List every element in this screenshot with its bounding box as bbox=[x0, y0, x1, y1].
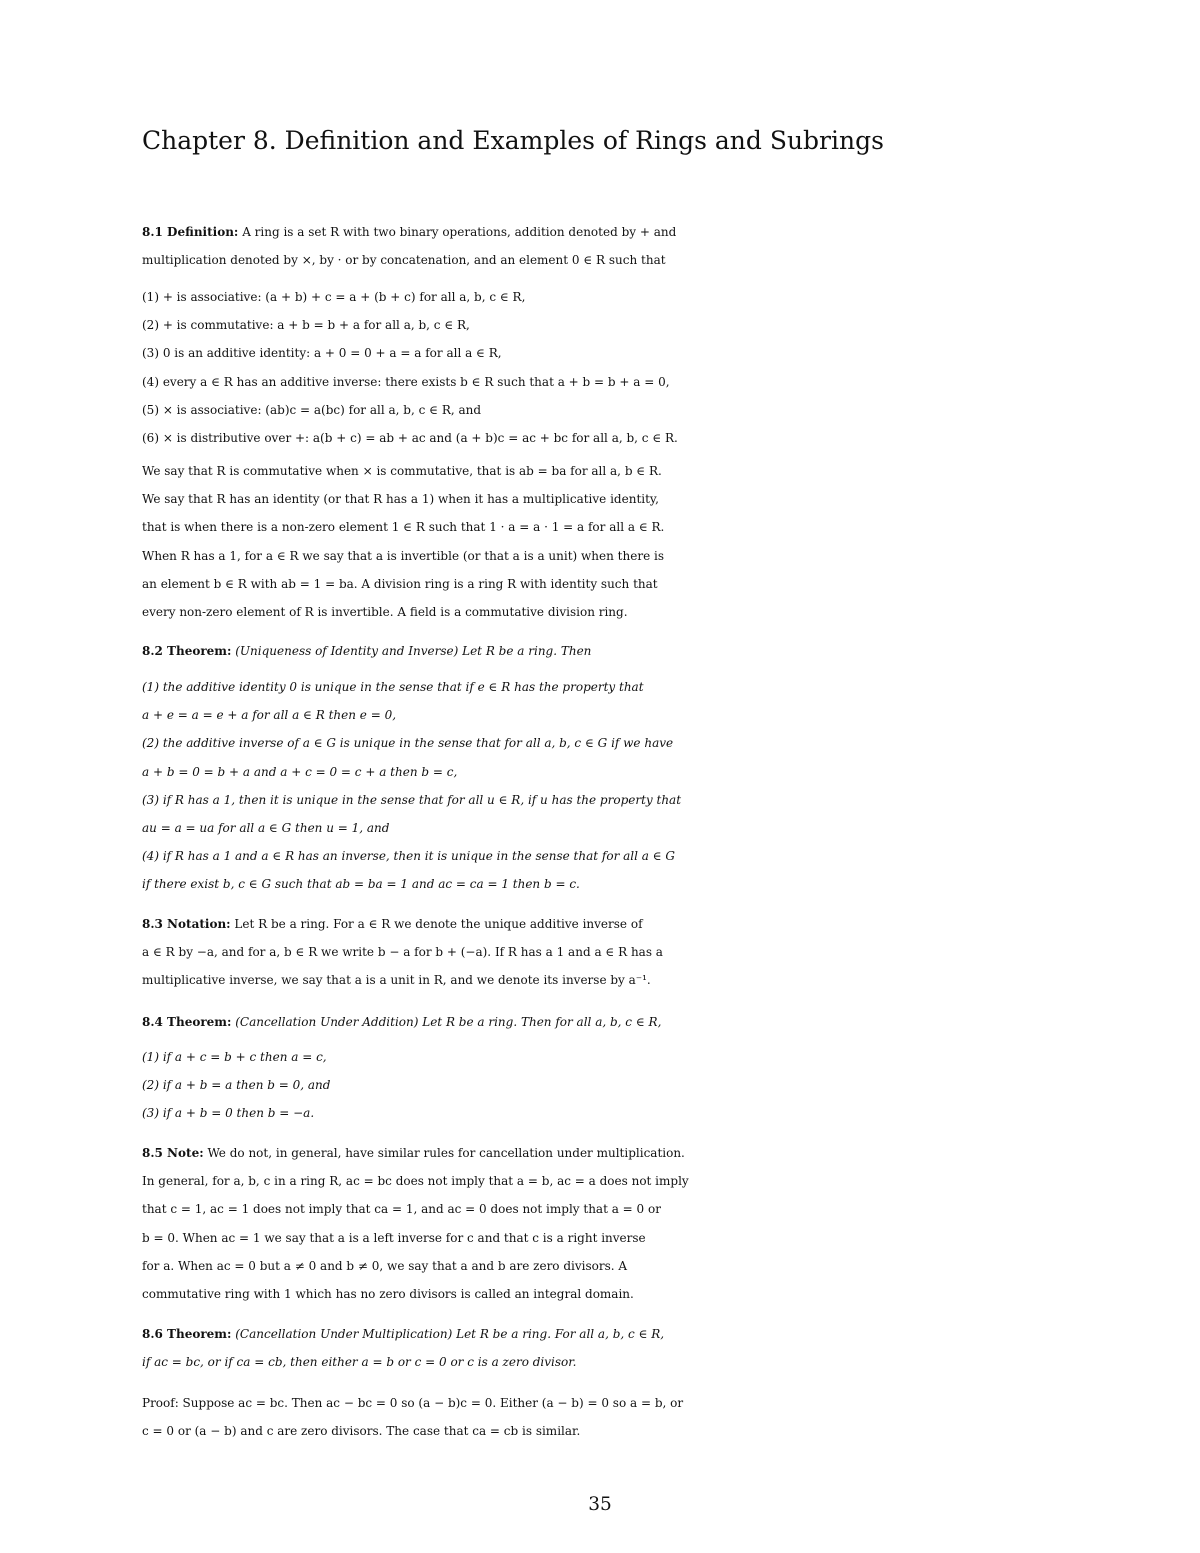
text-line: b = 0. When ac = 1 we say that a is a left inverse for c and that c is a right inverse bbox=[142, 1230, 646, 1245]
section-heading: 8.5 Note: bbox=[142, 1146, 204, 1160]
theorem-8-4 bbox=[142, 1008, 1062, 1036]
text-line: In general, for a, b, c in a ring R, ac = bc does not imply that a = b, ac = a does not imply bbox=[142, 1174, 689, 1189]
text-line bbox=[142, 1008, 1062, 1036]
text-line: a ∈ R by −a, and for a, b ∈ R we write b − a for b + (−a). If R has a 1 and a ∈ R has a bbox=[142, 945, 663, 960]
text-line bbox=[142, 637, 1062, 665]
line-text: A ring is a set R with two binary operations, addition denoted by + and bbox=[238, 225, 677, 239]
text-line: multiplication denoted by ×, by · or by concatenation, and an element 0 ∈ R such that bbox=[142, 253, 666, 268]
text-line: every non-zero element of R is invertible. A field is a commutative division ring. bbox=[142, 605, 628, 620]
list-item: (1) if a + c = b + c then a = c, bbox=[142, 1050, 327, 1064]
line-text: (Cancellation Under Addition) Let R be a ring. Then for all a, b, c ∈ R, bbox=[231, 1015, 662, 1029]
section-heading: 8.1 Definition: bbox=[142, 225, 239, 239]
chapter-title: Chapter 8. Definition and Examples of Rings and Subrings bbox=[142, 126, 884, 155]
text-line: c = 0 or (a − b) and c are zero divisors. The case that ca = cb is similar. bbox=[142, 1424, 581, 1439]
list-item: (2) if a + b = a then b = 0, and bbox=[142, 1078, 331, 1093]
note-8-5 bbox=[142, 1139, 1062, 1308]
proof-paragraph bbox=[142, 1389, 1062, 1445]
list-item: (3) if a + b = 0 then b = −a. bbox=[142, 1106, 315, 1121]
notation-8-3 bbox=[142, 910, 1062, 995]
text-line bbox=[142, 218, 1062, 246]
text-line: multiplicative inverse, we say that a is a unit in R, and we denote its inverse by a⁻¹. bbox=[142, 973, 651, 988]
text-line bbox=[142, 1320, 1062, 1348]
list-item: (2) + is commutative: a + b = b + a for all a, b, c ∈ R, bbox=[142, 318, 470, 333]
list-item: (1) the additive identity 0 is unique in the sense that if e ∈ R has the property that bbox=[142, 680, 644, 694]
section-heading: 8.4 Theorem: bbox=[142, 1015, 232, 1029]
list-item: (1) + is associative: (a + b) + c = a + (b + c) for all a, b, c ∈ R, bbox=[142, 290, 526, 304]
text-line: that c = 1, ac = 1 does not imply that ca = 1, and ac = 0 does not imply that a = 0 or bbox=[142, 1202, 661, 1217]
text-line: Proof: Suppose ac = bc. Then ac − bc = 0 so (a − b)c = 0. Either (a − b) = 0 so a = b, or bbox=[142, 1396, 684, 1410]
text-line bbox=[142, 910, 1062, 938]
line-text: Let R be a ring. For a ∈ R we denote the unique additive inverse of bbox=[230, 917, 643, 931]
section-heading: 8.2 Theorem: bbox=[142, 644, 232, 658]
theorem-8-6 bbox=[142, 1320, 1062, 1376]
list-item: (3) 0 is an additive identity: a + 0 = 0 + a = a for all a ∈ R, bbox=[142, 346, 502, 361]
list-item: au = a = ua for all a ∈ G then u = 1, and bbox=[142, 821, 390, 836]
list-item: (3) if R has a 1, then it is unique in the sense that for all u ∈ R, if u has the property that bbox=[142, 792, 682, 807]
section-heading: 8.6 Theorem: bbox=[142, 1327, 232, 1341]
page-number: 35 bbox=[588, 1494, 612, 1515]
text-line: When R has a 1, for a ∈ R we say that a is invertible (or that a is a unit) when there is bbox=[142, 548, 664, 563]
list-item: (5) × is associative: (ab)c = a(bc) for all a, b, c ∈ R, and bbox=[142, 402, 482, 417]
line-text: We do not, in general, have similar rules for cancellation under multiplication. bbox=[203, 1146, 685, 1160]
text-line: We say that R has an identity (or that R has a 1) when it has a multiplicative identity, bbox=[142, 492, 659, 507]
definition-8-1 bbox=[142, 218, 1062, 274]
list-item: (2) the additive inverse of a ∈ G is unique in the sense that for all a, b, c ∈ G if we have bbox=[142, 736, 674, 751]
list-item: a + e = a = e + a for all a ∈ R then e = 0, bbox=[142, 708, 397, 723]
theorem-8-2 bbox=[142, 637, 1062, 665]
text-line: if ac = bc, or if ca = cb, then either a = b or c = 0 or c is a zero divisor. bbox=[142, 1355, 577, 1370]
line-text: (Cancellation Under Multiplication) Let R be a ring. For all a, b, c ∈ R, bbox=[231, 1327, 665, 1341]
list-item: (4) every a ∈ R has an additive inverse: there exists b ∈ R such that a + b = b + a = 0, bbox=[142, 374, 670, 389]
theorem-8-2-items bbox=[142, 673, 1062, 899]
theorem-8-4-items bbox=[142, 1043, 1062, 1128]
definitions-paragraph bbox=[142, 457, 1062, 626]
text-line: We say that R is commutative when × is commutative, that is ab = ba for all a, b ∈ R. bbox=[142, 464, 662, 478]
list-item: a + b = 0 = b + a and a + c = 0 = c + a then b = c, bbox=[142, 764, 458, 779]
text-line: that is when there is a non-zero element 1 ∈ R such that 1 · a = a · 1 = a for all a ∈ R. bbox=[142, 520, 665, 535]
text-line: commutative ring with 1 which has no zero divisors is called an integral domain. bbox=[142, 1287, 634, 1302]
list-item: (6) × is distributive over +: a(b + c) = ab + ac and (a + b)c = ac + bc for all a, b, c ∈ R. bbox=[142, 431, 678, 446]
section-heading: 8.3 Notation: bbox=[142, 917, 231, 931]
text-line: an element b ∈ R with ab = 1 = ba. A division ring is a ring R with identity such that bbox=[142, 576, 658, 591]
text-line bbox=[142, 1139, 1062, 1167]
list-item: (4) if R has a 1 and a ∈ R has an inverse, then it is unique in the sense that for all a ∈ G bbox=[142, 849, 676, 864]
list-item: if there exist b, c ∈ G such that ab = ba = 1 and ac = ca = 1 then b = c. bbox=[142, 877, 580, 892]
ring-axioms-list bbox=[142, 283, 1062, 452]
line-text: (Uniqueness of Identity and Inverse) Let R be a ring. Then bbox=[231, 644, 592, 658]
text-line: for a. When ac = 0 but a ≠ 0 and b ≠ 0, we say that a and b are zero divisors. A bbox=[142, 1258, 628, 1273]
